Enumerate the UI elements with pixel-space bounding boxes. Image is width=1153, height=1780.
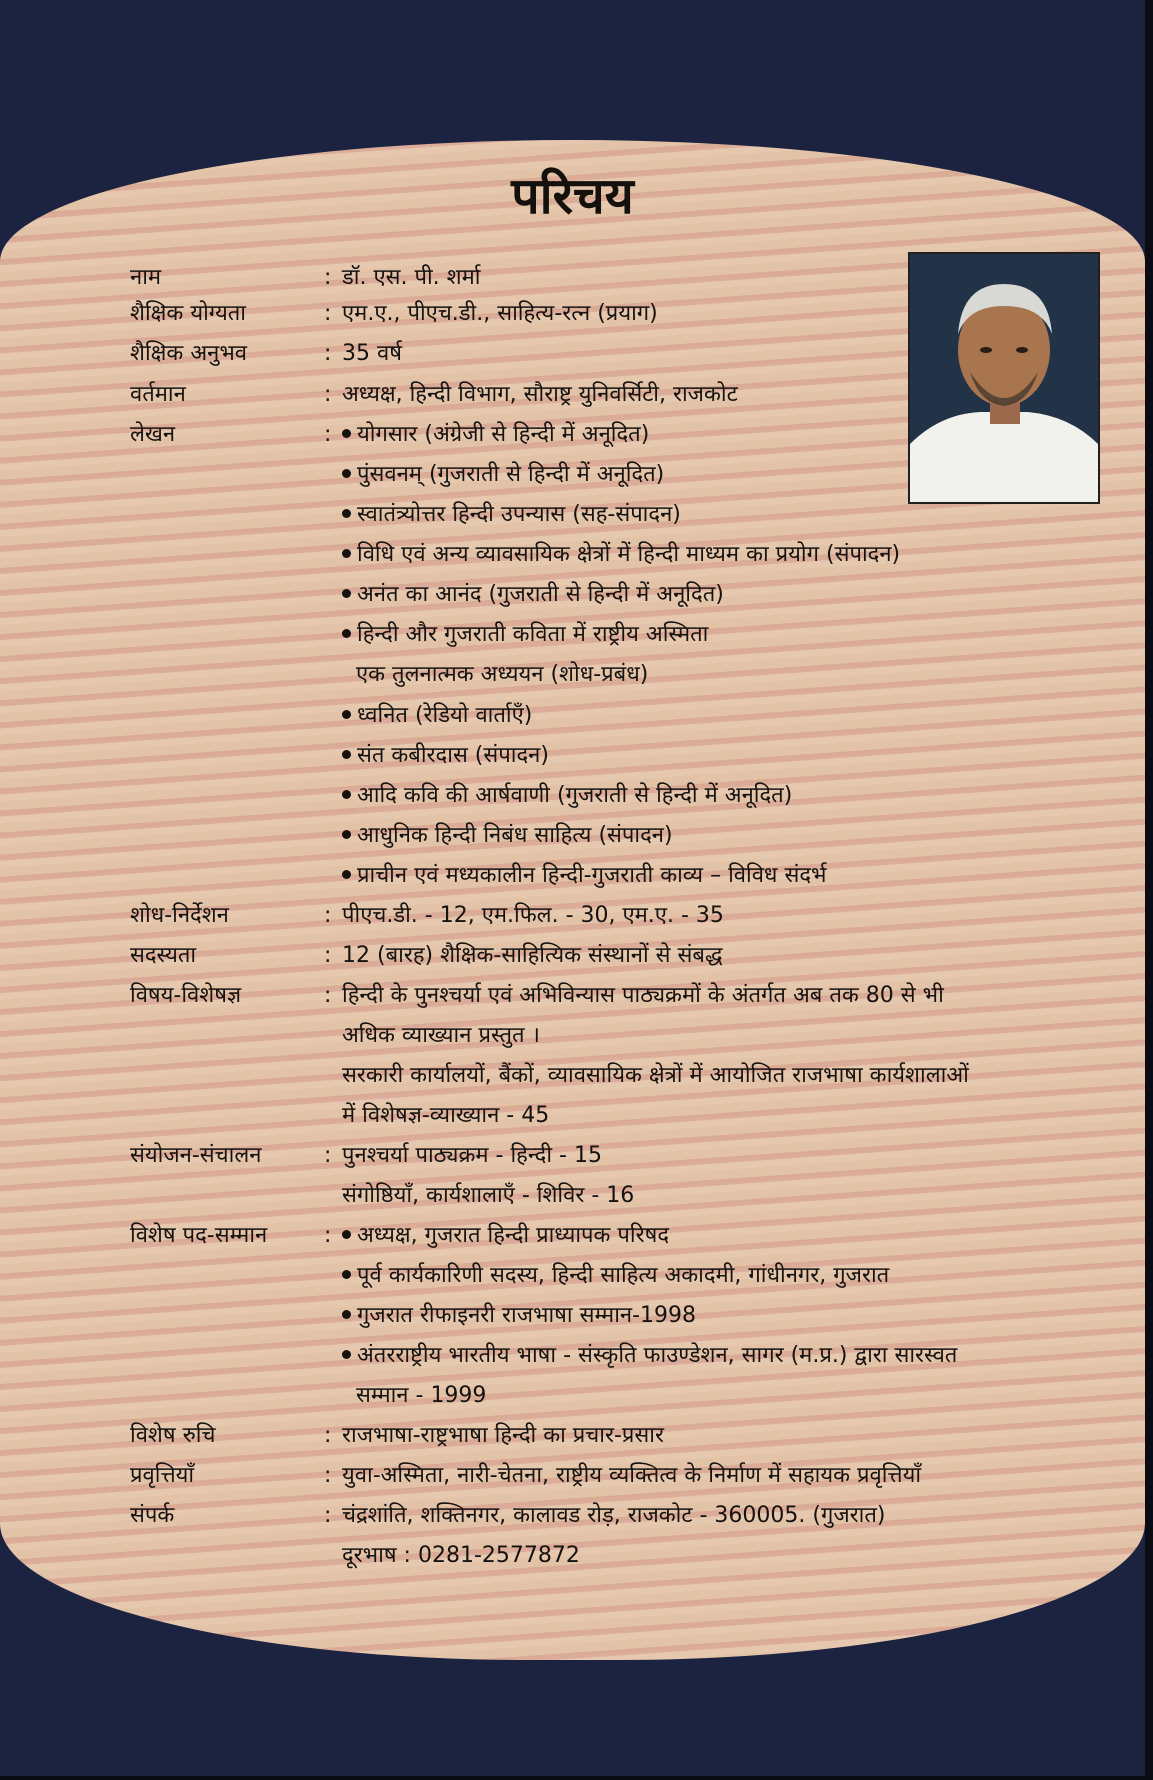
label-sanyojan: संयोजन-संचालन	[130, 1143, 262, 1168]
label-vishay: विषय-विशेषज्ञ	[130, 983, 242, 1008]
bullet-icon	[342, 589, 351, 598]
value-ruchi: राजभाषा-राष्ट्रभाषा हिन्दी का प्रचार-प्रसार	[342, 1423, 664, 1448]
separator: :	[324, 382, 332, 407]
lekhan-item: प्राचीन एवं मध्यकालीन हिन्दी-गुजराती काव्य – विविध संदर्भ	[342, 858, 826, 894]
lekhan-item: विधि एवं अन्य व्यावसायिक क्षेत्रों में हिन्दी माध्यम का प्रयोग (संपादन)	[342, 537, 900, 573]
bullet-icon	[342, 830, 351, 839]
separator: :	[324, 983, 332, 1008]
lekhan-item: संत कबीरदास (संपादन)	[342, 738, 549, 774]
lekhan-item: अनंत का आनंद (गुजराती से हिन्दी में अनूदित)	[342, 577, 724, 613]
bullet-icon	[342, 870, 351, 879]
bullet-icon	[342, 629, 351, 638]
sammaan-continuation: सम्मान - 1999	[356, 1383, 487, 1408]
bullet-icon	[342, 509, 351, 518]
author-photo	[908, 252, 1100, 504]
separator: :	[324, 1223, 332, 1248]
bullet-icon	[342, 549, 351, 558]
lekhan-item: आधुनिक हिन्दी निबंध साहित्य (संपादन)	[342, 818, 673, 854]
value-shodh: पीएच.डी. - 12, एम.फिल. - 30, एम.ए. - 35	[342, 903, 724, 928]
value-naam: डॉ. एस. पी. शर्मा	[342, 265, 481, 290]
value-vishay-line: सरकारी कार्यालयों, बैंकों, व्यावसायिक क्षेत्रों में आयोजित राजभाषा कार्यशालाओं	[342, 1063, 969, 1088]
label-sadasyata: सदस्यता	[130, 943, 197, 968]
separator: :	[324, 301, 332, 326]
value-sanyojan: पुनश्चर्या पाठ्यक्रम - हिन्दी - 15	[342, 1143, 602, 1168]
value-sadasyata: 12 (बारह) शैक्षिक-साहित्यिक संस्थानों से संबद्ध	[342, 943, 723, 968]
separator: :	[324, 422, 332, 447]
bullet-icon	[342, 710, 351, 719]
label-pravrittiyan: प्रवृत्तियाँ	[130, 1463, 195, 1488]
value-anubhav: 35 वर्ष	[342, 341, 402, 366]
lekhan-item: पुंसवनम् (गुजराती से हिन्दी में अनूदित)	[342, 457, 664, 493]
bullet-icon	[342, 750, 351, 759]
label-lekhan: लेखन	[130, 422, 176, 447]
bullet-icon	[342, 790, 351, 799]
lekhan-item: हिन्दी और गुजराती कविता में राष्ट्रीय अस्मिता	[342, 617, 708, 653]
separator: :	[324, 341, 332, 366]
sammaan-item: गुजरात रीफाइनरी राजभाषा सम्मान-1998	[342, 1298, 696, 1334]
value-vishay-line: अधिक व्याख्यान प्रस्तुत ।	[342, 1023, 540, 1048]
separator: :	[324, 1423, 332, 1448]
value-vartaman: अध्यक्ष, हिन्दी विभाग, सौराष्ट्र युनिवर्सिटी, राजकोट	[342, 382, 738, 407]
separator: :	[324, 1503, 332, 1528]
separator: :	[324, 903, 332, 928]
sammaan-item: अध्यक्ष, गुजरात हिन्दी प्राध्यापक परिषद	[342, 1218, 669, 1254]
separator: :	[324, 943, 332, 968]
value-vishay-line: में विशेषज्ञ-व्याख्यान - 45	[342, 1103, 550, 1128]
lekhan-item: योगसार (अंग्रेजी से हिन्दी में अनूदित)	[342, 417, 649, 453]
value-sanyojan-line: संगोष्ठियाँ, कार्यशालाएँ - शिविर - 16	[342, 1183, 635, 1208]
bullet-icon	[342, 1350, 351, 1359]
lekhan-item: ध्वनित (रेडियो वार्ताएँ)	[342, 698, 532, 734]
lekhan-item: स्वातंत्र्योत्तर हिन्दी उपन्यास (सह-संपादन)	[342, 497, 681, 533]
label-shodh: शोध-निर्देशन	[130, 903, 229, 928]
bullet-icon	[342, 1310, 351, 1319]
separator: :	[324, 1143, 332, 1168]
value-yogyata: एम.ए., पीएच.डी., साहित्य-रत्न (प्रयाग)	[342, 301, 658, 326]
bullet-icon	[342, 469, 351, 478]
label-vartaman: वर्तमान	[130, 382, 186, 407]
page-title: परिचय	[511, 167, 634, 225]
bullet-icon	[342, 429, 351, 438]
bullet-icon	[342, 1270, 351, 1279]
separator: :	[324, 265, 332, 290]
label-naam: नाम	[130, 265, 162, 290]
sammaan-item: पूर्व कार्यकारिणी सदस्य, हिन्दी साहित्य अकादमी, गांधीनगर, गुजरात	[342, 1258, 889, 1294]
label-anubhav: शैक्षिक अनुभव	[130, 341, 248, 366]
lekhan-continuation: एक तुलनात्मक अध्ययन (शोध-प्रबंध)	[356, 662, 649, 687]
label-sammaan: विशेष पद-सम्मान	[130, 1223, 268, 1248]
label-sampark: संपर्क	[130, 1503, 175, 1528]
separator: :	[324, 1463, 332, 1488]
label-ruchi: विशेष रुचि	[130, 1423, 216, 1448]
lekhan-item: आदि कवि की आर्षवाणी (गुजराती से हिन्दी में अनूदित)	[342, 778, 792, 814]
value-phone: दूरभाष : 0281-2577872	[342, 1543, 580, 1568]
label-yogyata: शैक्षिक योग्यता	[130, 301, 246, 326]
value-pravrittiyan: युवा-अस्मिता, नारी-चेतना, राष्ट्रीय व्यक्तित्व के निर्माण में सहायक प्रवृत्तियाँ	[342, 1463, 922, 1488]
sammaan-item: अंतरराष्ट्रीय भारतीय भाषा - संस्कृति फाउण्डेशन, सागर (म.प्र.) द्वारा सारस्वत	[342, 1338, 957, 1374]
value-vishay: हिन्दी के पुनश्चर्या एवं अभिविन्यास पाठ्यक्रमों के अंतर्गत अब तक 80 से भी	[342, 983, 944, 1008]
bullet-icon	[342, 1230, 351, 1239]
author-portrait-icon	[910, 254, 1098, 502]
value-sampark: चंद्रशांति, शक्तिनगर, कालावड रोड़, राजकोट - 360005. (गुजरात)	[342, 1503, 886, 1528]
